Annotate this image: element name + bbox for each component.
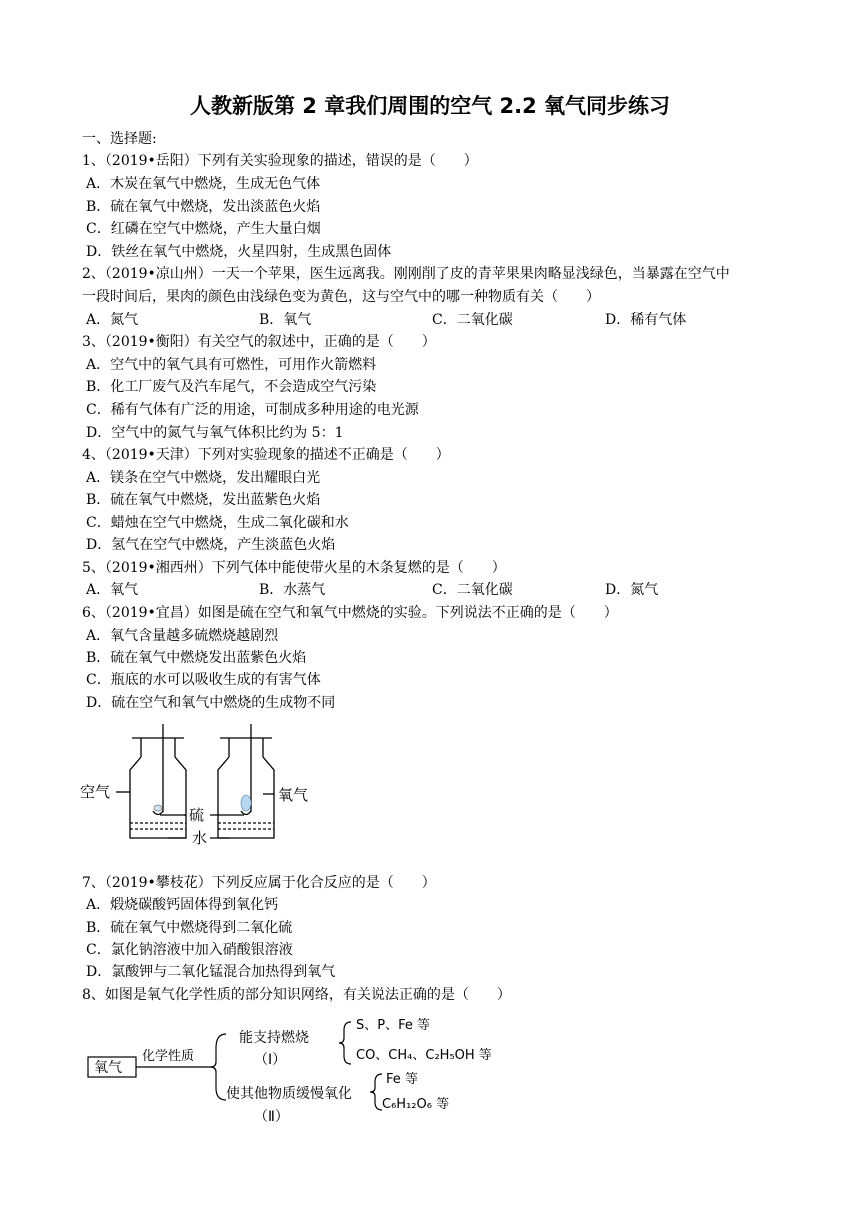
question-1-option-c: C．红磷在空气中燃烧，产生大量白烟: [86, 221, 321, 237]
question-4-stem: 4、（2019•天津）下列对实验现象的描述不正确是（ ）: [82, 447, 450, 463]
question-1-stem: 1、（2019•岳阳）下列有关实验现象的描述，错误的是（ ）: [82, 153, 478, 169]
section-heading: 一、选择题:: [82, 131, 157, 147]
question-3-option-a: A．空气中的氧气具有可燃性，可用作火箭燃料: [86, 357, 377, 373]
water-label: 水: [192, 829, 208, 847]
node-co-ch4: CO、CH₄、C₂H₅OH 等: [356, 1048, 492, 1063]
question-3-stem: 3、（2019•衡阳）有关空气的叙述中，正确的是（ ）: [82, 334, 436, 350]
question-2-option-c: C．二氧化碳: [432, 312, 513, 328]
question-7-stem: 7、（2019•攀枝花）下列反应属于化合反应的是（ ）: [82, 875, 436, 891]
question-5-stem: 5、（2019•湘西州）下列气体中能使带火星的木条复燃的是（ ）: [82, 560, 506, 576]
oxygen-label: 氧气: [278, 786, 309, 804]
question-6-option-b: B．硫在氧气中燃烧发出蓝紫色火焰: [86, 650, 307, 666]
question-3-option-c: C．稀有气体有广泛的用途，可制成多种用途的电光源: [86, 402, 419, 418]
air-label: 空气: [80, 783, 111, 801]
node-slow-oxidation: 使其他物质缓慢氧化: [226, 1086, 352, 1102]
question-4-option-b: B．硫在氧气中燃烧，发出蓝紫色火焰: [86, 492, 321, 508]
node-slow-oxidation-num: （Ⅱ）: [254, 1109, 289, 1125]
question-6-stem: 6、（2019•宜昌）如图是硫在空气和氧气中燃烧的实验。下列说法不正确的是（ ）: [82, 605, 618, 621]
sulfur-combustion-figure: [80, 720, 330, 855]
node-supports-combustion-num: （Ⅰ）: [254, 1052, 287, 1068]
question-2-option-d: D．稀有气体: [605, 312, 687, 328]
question-2-stem-cont: 一段时间后，果肉的颜色由浅绿色变为黄色，这与空气中的哪一种物质有关（ ）: [82, 289, 600, 305]
sulfur-label: 硫: [189, 806, 205, 824]
question-3-option-b: B．化工厂废气及汽车尾气，不会造成空气污染: [86, 379, 377, 395]
question-5-option-b: B．水蒸气: [259, 582, 326, 598]
question-1-option-a: A．木炭在氧气中燃烧，生成无色气体: [86, 176, 321, 192]
question-5-option-c: C．二氧化碳: [432, 582, 513, 598]
node-supports-combustion: 能支持燃烧: [239, 1030, 309, 1046]
question-7-option-b: B．硫在氧气中燃烧得到二氧化硫: [86, 920, 293, 936]
oxygen-knowledge-network: [86, 1008, 526, 1133]
question-6-option-d: D．硫在空气和氧气中燃烧的生成物不同: [86, 695, 336, 711]
page-title: 人教新版第 2 章我们周围的空气 2.2 氧气同步练习: [189, 94, 671, 118]
question-3-option-d: D．空气中的氮气与氧气体积比约为 5：1: [86, 425, 344, 441]
node-fe: Fe 等: [386, 1072, 418, 1087]
question-1-option-d: D．铁丝在氧气中燃烧，火星四射，生成黑色固体: [86, 244, 392, 260]
question-4-option-d: D．氢气在空气中燃烧，产生淡蓝色火焰: [86, 537, 336, 553]
question-4-option-c: C．蜡烛在空气中燃烧，生成二氧化碳和水: [86, 515, 349, 531]
question-5-option-d: D．氮气: [605, 582, 659, 598]
question-6-option-c: C．瓶底的水可以吸收生成的有害气体: [86, 672, 321, 688]
question-6-option-a: A．氧气含量越多硫燃烧越剧烈: [86, 628, 279, 644]
question-8-stem: 8、如图是氧气化学性质的部分知识网络，有关说法正确的是（ ）: [82, 987, 511, 1003]
edge-chemical-properties: 化学性质: [142, 1049, 195, 1064]
question-4-option-a: A．镁条在空气中燃烧，发出耀眼白光: [86, 470, 321, 486]
question-7-option-c: C．氯化钠溶液中加入硝酸银溶液: [86, 942, 293, 958]
question-2-option-b: B．氧气: [259, 312, 312, 328]
node-oxygen: 氧气: [94, 1060, 122, 1076]
question-5-option-a: A．氧气: [86, 582, 139, 598]
question-7-option-d: D．氯酸钾与二氧化锰混合加热得到氧气: [86, 964, 336, 980]
question-7-option-a: A．煅烧碳酸钙固体得到氧化钙: [86, 897, 279, 913]
question-1-option-b: B．硫在氧气中燃烧，发出淡蓝色火焰: [86, 199, 321, 215]
question-2-stem: 2、（2019•凉山州）一天一个苹果，医生远离我。刚刚削了皮的青苹果果肉略显浅绿色，当暴露在空气中: [82, 266, 730, 282]
question-2-option-a: A．氮气: [86, 312, 139, 328]
node-glucose: C₆H₁₂O₆ 等: [382, 1097, 450, 1112]
node-s-p-fe: S、P、Fe 等: [356, 1018, 430, 1033]
